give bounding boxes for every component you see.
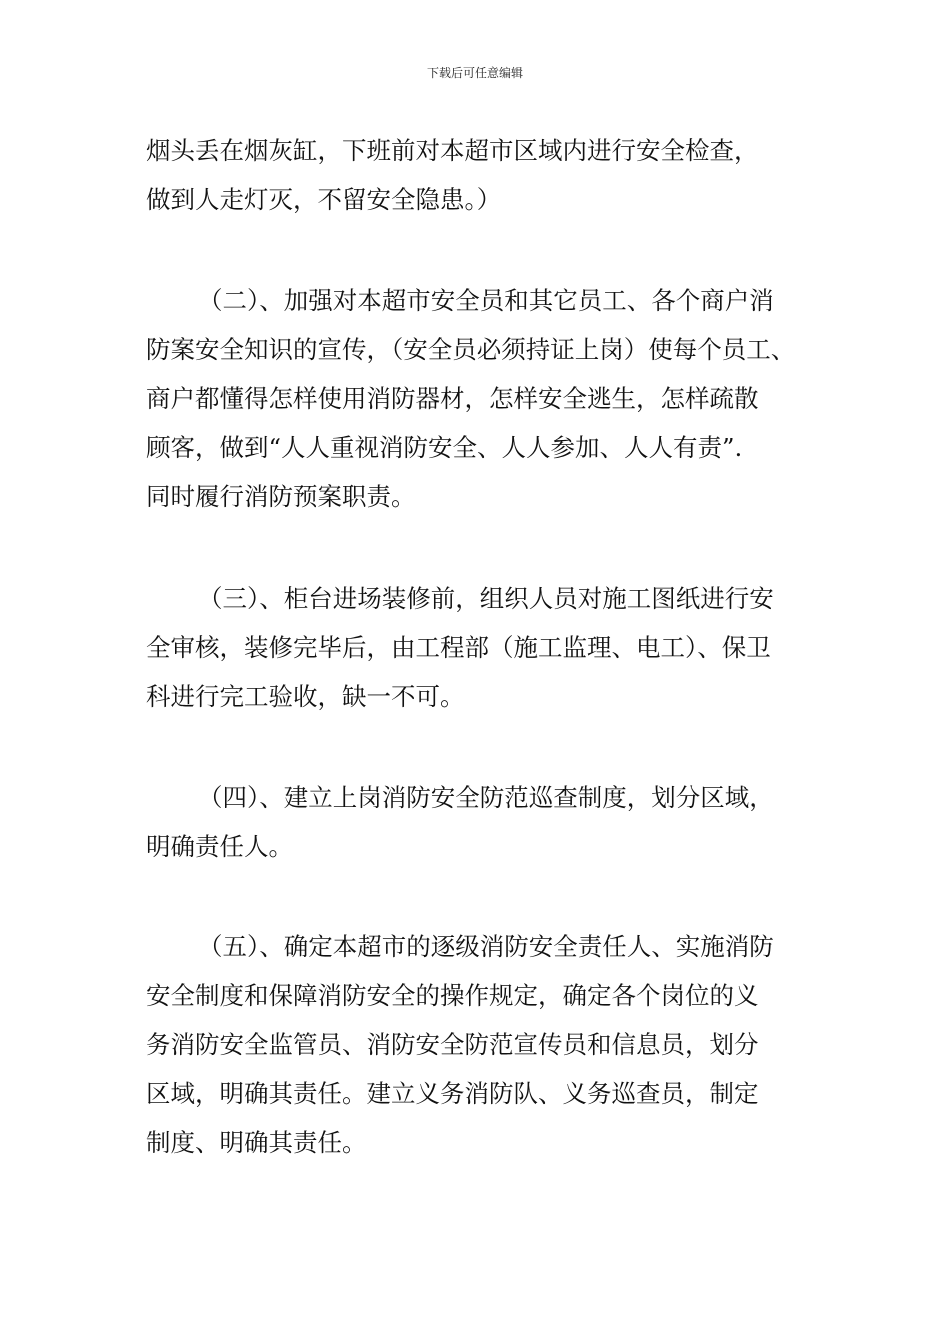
paragraph-line: 明确责任人。 <box>146 832 293 861</box>
paragraph-line: 顾客，做到“人人重视消防安全、人人参加、人人有责”. <box>146 433 743 462</box>
paragraph-line: 烟头丢在烟灰缸，下班前对本超市区域内进行安全检查， <box>146 136 759 165</box>
paragraph-line: 做到人走灯灭，不留安全隐患。） <box>146 185 502 214</box>
page-header: 下载后可任意编辑 <box>426 66 523 80</box>
paragraph-line: 务消防安全监管员、消防安全防范宣传员和信息员，划分 <box>146 1030 759 1059</box>
paragraph-line: （二）、加强对本超市安全员和其它员工、各个商户消 <box>198 286 774 315</box>
paragraph-line: 同时履行消防预案职责。 <box>146 482 416 511</box>
paragraph-line: 安全制度和保障消防安全的操作规定，确定各个岗位的义 <box>146 981 759 1010</box>
paragraph-line: （四）、建立上岗消防安全防范巡查制度，划分区域， <box>198 783 774 812</box>
paragraph-line: 商户都懂得怎样使用消防器材，怎样安全逃生，怎样疏散 <box>146 384 759 413</box>
paragraph-3 <box>146 574 816 721</box>
paragraph-1 <box>146 126 816 224</box>
paragraph-4 <box>146 773 816 871</box>
paragraph-5 <box>146 922 816 1167</box>
paragraph-line: 区域，明确其责任。建立义务消防队、义务巡查员，制定 <box>146 1079 759 1108</box>
paragraph-line: 科进行完工验收，缺一不可。 <box>146 682 465 711</box>
paragraph-line: 防案安全知识的宣传，（安全员必须持证上岗）使每个员工、 <box>146 335 796 364</box>
paragraph-2 <box>146 276 816 521</box>
paragraph-line: 全审核，装修完毕后，由工程部（施工监理、电工）、保卫 <box>146 633 771 662</box>
paragraph-line: （五）、确定本超市的逐级消防安全责任人、实施消防 <box>198 932 774 961</box>
paragraph-line: 制度、明确其责任。 <box>146 1128 367 1157</box>
paragraph-line: （三）、柜台进场装修前，组织人员对施工图纸进行安 <box>198 584 774 613</box>
